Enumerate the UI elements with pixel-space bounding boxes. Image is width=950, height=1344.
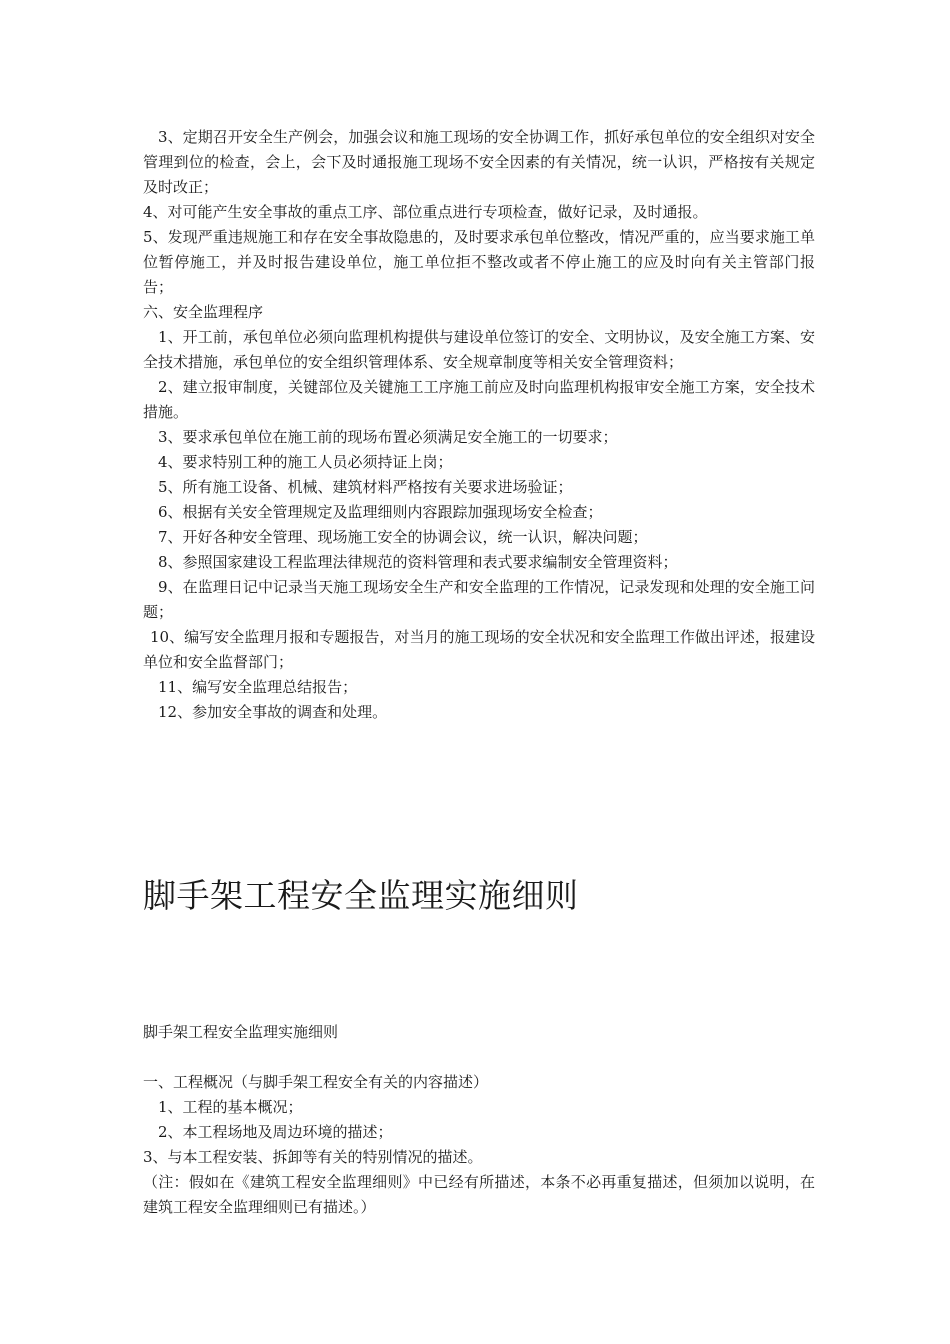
paragraph: 3、要求承包单位在施工前的现场布置必须满足安全施工的一切要求； <box>158 428 618 446</box>
paragraph: 5、发现严重违规施工和存在安全事故隐患的，及时要求承包单位整改，情况严重的，应当要求施工单位暂停施工，并及时报告建设单位，施工单位拒不整改或者不停止施工的应及时向有关主管部门报告； <box>143 228 815 296</box>
section-heading: 六、安全监理程序 <box>143 303 264 321</box>
paragraph: 8、参照国家建设工程监理法律规范的资料管理和表式要求编制安全管理资料； <box>158 553 678 571</box>
paragraph: 6、根据有关安全管理规定及监理细则内容跟踪加强现场安全检查； <box>158 503 603 521</box>
paragraph: 1、工程的基本概况； <box>158 1098 303 1116</box>
section-safety-procedures <box>143 125 815 725</box>
paragraph: 12、参加安全事故的调查和处理。 <box>158 703 388 721</box>
paragraph: 7、开好各种安全管理、现场施工安全的协调会议，统一认识，解决问题； <box>158 528 648 546</box>
paragraph: 3、定期召开安全生产例会，加强会议和施工现场的安全协调工作，抓好承包单位的安全组织对安全管理到位的检查，会上，会下及时通报施工现场不安全因素的有关情况，统一认识，严格按有关规定及时改正； <box>143 128 815 196</box>
paragraph: 5、所有施工设备、机械、建筑材料严格按有关要求进场验证； <box>158 478 573 496</box>
document-title: 脚手架工程安全监理实施细则 <box>143 876 579 915</box>
section-heading: 一、工程概况（与脚手架工程安全有关的内容描述） <box>143 1073 489 1091</box>
paragraph: 4、要求特别工种的施工人员必须持证上岗； <box>158 453 453 471</box>
paragraph: 1、开工前，承包单位必须向监理机构提供与建设单位签订的安全、文明协议，及安全施工方案、安全技术措施，承包单位的安全组织管理体系、安全规章制度等相关安全管理资料； <box>143 328 815 371</box>
section-subtitle: 脚手架工程安全监理实施细则 <box>143 1023 339 1041</box>
paragraph: 11、编写安全监理总结报告； <box>158 678 358 696</box>
paragraph: 2、本工程场地及周边环境的描述； <box>158 1123 393 1141</box>
section-scaffolding-overview <box>143 1020 815 1220</box>
paragraph: 3、与本工程安装、拆卸等有关的特别情况的描述。 <box>143 1148 483 1166</box>
paragraph: 4、对可能产生安全事故的重点工序、部位重点进行专项检查，做好记录，及时通报。 <box>143 203 708 221</box>
paragraph: 10、编写安全监理月报和专题报告，对当月的施工现场的安全状况和安全监理工作做出评述，报建设单位和安全监督部门； <box>143 628 815 671</box>
note-paragraph: （注：假如在《建筑工程安全监理细则》中已经有所描述，本条不必再重复描述，但须加以说明，在建筑工程安全监理细则已有描述。） <box>143 1173 815 1216</box>
paragraph: 2、建立报审制度，关键部位及关键施工工序施工前应及时向监理机构报审安全施工方案，安全技术措施。 <box>143 378 815 421</box>
paragraph: 9、在监理日记中记录当天施工现场安全生产和安全监理的工作情况，记录发现和处理的安全施工问题； <box>143 578 815 621</box>
